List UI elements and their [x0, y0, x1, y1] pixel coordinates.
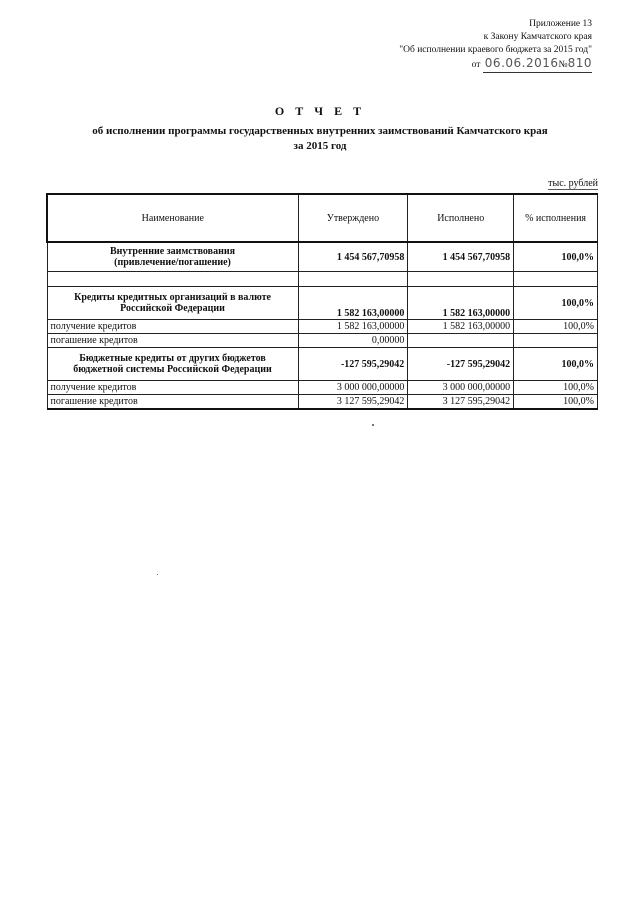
row-executed: 1 582 163,00000: [408, 320, 514, 334]
header-percent: % исполнения: [514, 194, 598, 242]
table-row: [47, 320, 598, 334]
row-executed: 3 127 595,29042: [408, 395, 514, 410]
spacer-cell: [514, 272, 598, 287]
row-approved: 1 582 163,00000: [298, 287, 408, 320]
table-row-bank-credits: [47, 287, 598, 320]
report-title: О Т Ч Е Т: [274, 104, 366, 118]
row-percent: 100,0%: [514, 242, 598, 272]
appendix-line-3: "Об исполнении краевого бюджета за 2015 год": [399, 45, 592, 55]
appendix-line-2: к Закону Камчатского края: [483, 32, 592, 42]
row-executed: -127 595,29042: [408, 348, 514, 381]
spacer-cell: [408, 272, 514, 287]
row-percent: 100,0%: [514, 381, 598, 395]
row-name: [47, 348, 298, 381]
report-subtitle: [60, 124, 580, 154]
row-approved: 1 582 163,00000: [298, 320, 408, 334]
row-executed: 1 454 567,70958: [408, 242, 514, 272]
table-row: [47, 381, 598, 395]
scan-speck: [372, 424, 374, 426]
subtitle-line-1: об исполнении программы государственных внутренних заимствований Камчатского края: [92, 125, 548, 137]
row-percent: 100,0%: [514, 287, 598, 320]
row-name: погашение кредитов: [47, 395, 298, 410]
table-spacer-row: [47, 272, 598, 287]
date-underline: [483, 57, 592, 73]
row-name: [47, 242, 298, 272]
row-approved: -127 595,29042: [298, 348, 408, 381]
handwritten-number: 810: [567, 56, 592, 70]
row-approved: 3 127 595,29042: [298, 395, 408, 410]
row-name: получение кредитов: [47, 381, 298, 395]
subtitle-line-2: за 2015 год: [293, 140, 347, 152]
table-row-internal-borrowing: [47, 242, 598, 272]
row-percent: 100,0%: [514, 320, 598, 334]
row-executed: 1 582 163,00000: [408, 287, 514, 320]
spacer-cell: [47, 272, 298, 287]
units-label: [548, 178, 598, 189]
row-name-line-2: (привлечение/погашение): [114, 257, 231, 268]
row-percent: 100,0%: [514, 395, 598, 410]
row-name-line-1: Кредиты кредитных организаций в валюте: [74, 292, 271, 303]
table-row: [47, 395, 598, 410]
number-prefix: №: [558, 60, 568, 70]
row-executed: 3 000 000,00000: [408, 381, 514, 395]
units-text: тыс. рублей: [548, 178, 598, 189]
table-row-budget-credits: [47, 348, 598, 381]
row-approved: 3 000 000,00000: [298, 381, 408, 395]
appendix-line-1: Приложение 13: [529, 19, 592, 29]
table-row: [47, 334, 598, 348]
header-approved: Утверждено: [298, 194, 408, 242]
row-name: погашение кредитов: [47, 334, 298, 348]
row-percent: [514, 334, 598, 348]
appendix-date-line: [399, 57, 592, 73]
row-executed: [408, 334, 514, 348]
scan-speck: [157, 574, 158, 575]
row-name-line-2: Российской Федерации: [120, 303, 225, 314]
row-name: получение кредитов: [47, 320, 298, 334]
row-name-line-2: бюджетной системы Российской Федерации: [73, 364, 272, 375]
appendix-header: [399, 18, 592, 73]
row-name: [47, 287, 298, 320]
date-prefix: от: [471, 60, 481, 70]
header-executed: Исполнено: [408, 194, 514, 242]
row-percent: 100,0%: [514, 348, 598, 381]
spacer-cell: [298, 272, 408, 287]
row-approved: 1 454 567,70958: [298, 242, 408, 272]
row-name-line-1: Внутренние заимствования: [109, 246, 236, 257]
row-approved: 0,00000: [298, 334, 408, 348]
handwritten-date: 06.06.2016: [484, 56, 559, 70]
header-name: Наименование: [47, 194, 298, 242]
table-header-row: [47, 194, 598, 242]
row-name-line-1: Бюджетные кредиты от других бюджетов: [79, 353, 266, 364]
borrowing-table: [46, 193, 598, 410]
